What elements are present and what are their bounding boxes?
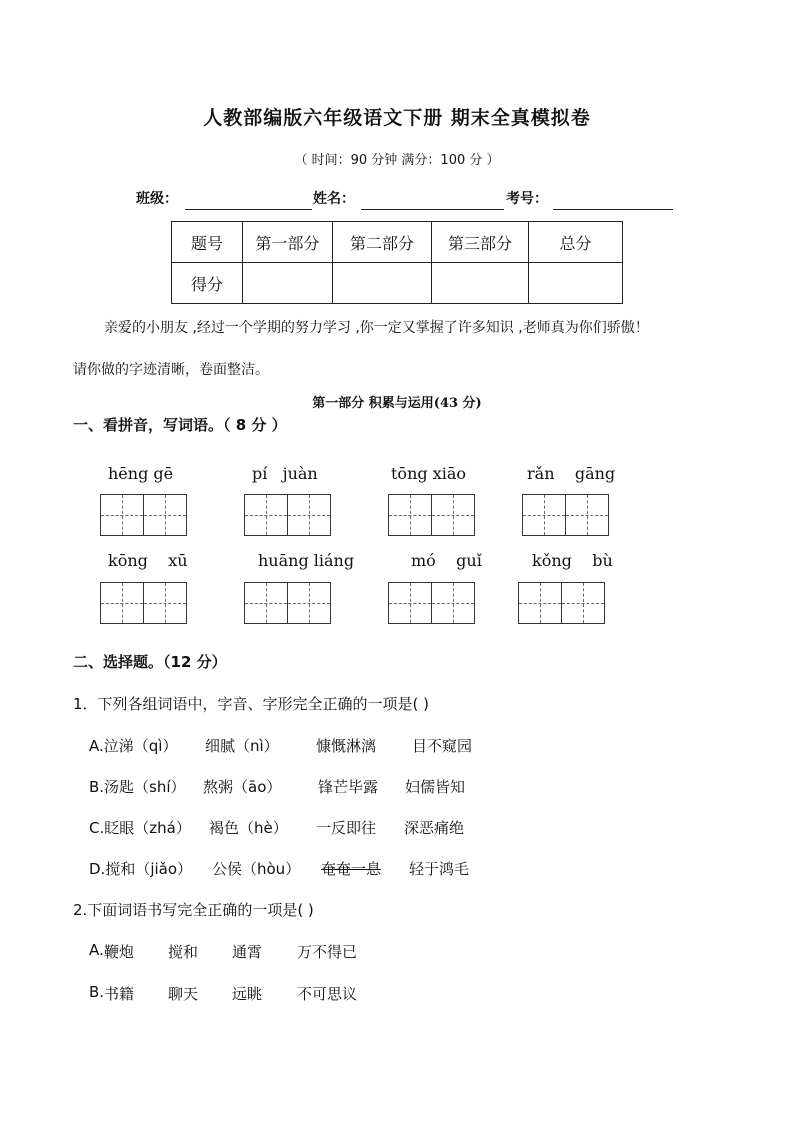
score-header-cell: 第一部分 — [243, 222, 333, 263]
writing-grid-cell[interactable] — [245, 495, 288, 535]
option-a-word-1: 鞭炮 — [104, 943, 135, 961]
score-row-label: 得分 — [172, 263, 243, 304]
class-label: 班级： — [136, 191, 178, 207]
option-d-item-2: 公侯（hòu） — [212, 860, 301, 878]
option-d-item-3: 奄奄一息 — [321, 860, 382, 878]
pinyin-label: kǒng bù — [532, 551, 613, 570]
option-c-item-3: 一反即往 — [316, 819, 377, 837]
writing-grid-cell[interactable] — [389, 495, 432, 535]
name-field[interactable] — [361, 209, 504, 210]
option-c-item-1[interactable]: C.眨眼（zhá） — [89, 819, 191, 837]
writing-grid-cell[interactable] — [101, 583, 144, 623]
option-b-item-4: 妇儒皆知 — [405, 778, 466, 796]
exam-number-label: 考号： — [506, 191, 548, 207]
option-a-item-1[interactable]: A.泣涕（qì） — [89, 737, 178, 755]
question-one-heading: 一、看拼音，写词语。（ 8 分 ） — [73, 416, 287, 434]
writing-grid-cell[interactable] — [523, 495, 566, 535]
option-b-word-2: 聊天 — [168, 985, 199, 1003]
writing-grid-cell[interactable] — [432, 583, 474, 623]
writing-grid-cell[interactable] — [562, 583, 604, 623]
pinyin-label: rǎn gāng — [527, 464, 616, 483]
writing-grid-cell[interactable] — [245, 583, 288, 623]
exam-duration-note: （ 时间：90 分钟 满分：100 分 ） — [294, 153, 500, 168]
option-b-letter[interactable]: B. — [89, 983, 105, 1001]
score-header-cell: 题号 — [172, 222, 243, 263]
score-cell[interactable] — [333, 263, 432, 304]
writing-grid[interactable] — [522, 494, 609, 536]
option-b-word-3: 远眺 — [232, 985, 263, 1003]
writing-grid[interactable] — [244, 494, 331, 536]
writing-grid-cell[interactable] — [519, 583, 562, 623]
question-stem: 2.下面词语书写完全正确的一项是( ) — [73, 901, 314, 919]
option-b-word-1: 书籍 — [104, 985, 135, 1003]
option-a-item-3: 慷慨淋漓 — [316, 737, 377, 755]
pinyin-label: kōng xū — [108, 551, 188, 570]
option-b-item-3: 锋芒毕露 — [318, 778, 379, 796]
score-header-cell: 第三部分 — [432, 222, 529, 263]
option-b-item-1[interactable]: B.汤匙（shí） — [89, 778, 186, 796]
part-one-heading: 第一部分 积累与运用(43 分) — [312, 396, 482, 411]
pinyin-label: tōng xiāo — [391, 464, 467, 483]
class-field[interactable] — [185, 209, 312, 210]
writing-grid[interactable] — [244, 582, 331, 624]
writing-grid[interactable] — [518, 582, 605, 624]
writing-grid-cell[interactable] — [288, 495, 330, 535]
score-header-cell: 第二部分 — [333, 222, 432, 263]
score-cell[interactable] — [529, 263, 623, 304]
writing-grid-cell[interactable] — [144, 495, 186, 535]
pinyin-label: pí juàn — [252, 464, 318, 483]
option-a-item-2: 细腻（nì） — [205, 737, 279, 755]
intro-line-2: 请你做的字迹清晰，卷面整洁。 — [73, 362, 269, 378]
writing-grid-cell[interactable] — [144, 583, 186, 623]
score-header-cell: 总分 — [529, 222, 623, 263]
writing-grid-cell[interactable] — [432, 495, 474, 535]
writing-grid-cell[interactable] — [566, 495, 608, 535]
option-b-word-4: 不可思议 — [297, 985, 358, 1003]
score-cell[interactable] — [243, 263, 333, 304]
option-b-item-2: 熬粥（āo） — [203, 778, 282, 796]
intro-line-1: 亲爱的小朋友 ,经过一个学期的努力学习 ,你一定又掌握了许多知识 ,老师真为你们骄傲！ — [104, 320, 649, 336]
option-a-word-2: 搅和 — [168, 943, 199, 961]
option-c-item-2: 褐色（hè） — [209, 819, 288, 837]
name-label: 姓名： — [313, 191, 355, 207]
question-stem: 1．下列各组词语中，字音、字形完全正确的一项是( ) — [73, 695, 430, 713]
option-d-item-4: 轻于鸿毛 — [409, 860, 470, 878]
question-two-heading: 二、选择题。（12 分） — [73, 653, 227, 671]
writing-grid[interactable] — [388, 494, 475, 536]
writing-grid-cell[interactable] — [389, 583, 432, 623]
page-title: 人教部编版六年级语文下册 期末全真模拟卷 — [203, 107, 591, 129]
pinyin-label: huāng liáng — [258, 551, 355, 570]
writing-grid[interactable] — [100, 494, 187, 536]
option-a-letter[interactable]: A. — [89, 941, 104, 959]
pinyin-label: hēng gē — [108, 464, 174, 483]
writing-grid-cell[interactable] — [288, 583, 330, 623]
option-d-item-1[interactable]: D.搅和（jiǎo） — [89, 860, 193, 878]
option-c-item-4: 深恶痛绝 — [404, 819, 465, 837]
score-cell[interactable] — [432, 263, 529, 304]
writing-grid-cell[interactable] — [101, 495, 144, 535]
option-a-word-4: 万不得已 — [297, 943, 358, 961]
option-a-item-4: 目不窥园 — [412, 737, 473, 755]
writing-grid[interactable] — [100, 582, 187, 624]
score-table-row — [172, 263, 623, 304]
exam-number-field[interactable] — [553, 209, 673, 210]
score-table-header-row — [172, 222, 623, 263]
writing-grid[interactable] — [388, 582, 475, 624]
pinyin-label: mó guǐ — [411, 551, 482, 570]
option-a-word-3: 通霄 — [232, 943, 263, 961]
score-table — [171, 221, 623, 304]
